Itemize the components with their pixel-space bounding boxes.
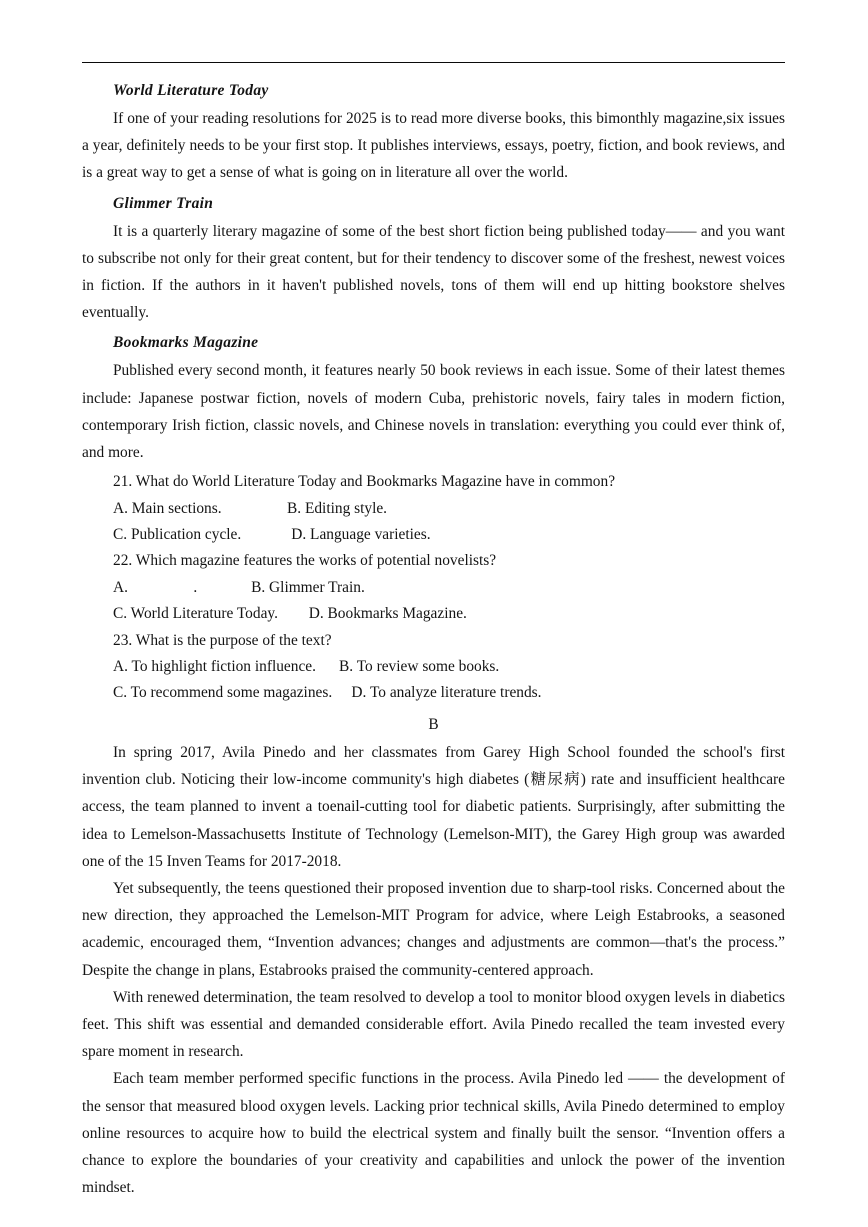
question-22-options-row-1[interactable]: A. . B. Glimmer Train. (113, 578, 365, 596)
question-23-stem: 23. What is the purpose of the text? (113, 631, 332, 649)
magazine-heading-world-literature-today: World Literature Today (113, 82, 269, 99)
question-21-options-row-2[interactable]: C. Publication cycle. D. Language varieties. (113, 526, 431, 544)
page-content (82, 62, 785, 1201)
question-22 (82, 548, 785, 627)
question-22-stem: 22. Which magazine features the works of potential novelists? (113, 552, 497, 570)
section-b-paragraph-2: Yet subsequently, the teens questioned their proposed invention due to sharp-tool risks. Concerned about the new direction, they approached the Lemelson-MIT Program for advice, where Leigh Estabrooks, a seasoned academic, encouraged them, “Invention advances; changes and adjustments are common—that's the process.” Despite the change in plans, Estabrooks praised the community-centered approach. (82, 879, 785, 979)
question-21 (82, 469, 785, 548)
section-b-paragraph-4: Each team member performed specific functions in the process. Avila Pinedo led —— the development of the sensor that measured blood oxygen levels. Lacking prior technical skills, Avila Pinedo determined to employ online resources to acquire how to build the electrical system and finally built the sensor. “Invention offers a chance to explore the boundaries of your creativity and capabilities and unlock the power of the invention mindset. (82, 1070, 785, 1197)
passage-paragraph-world-literature-today: If one of your reading resolutions for 2025 is to read more diverse books, this bimonthly magazine,six issues a year, definitely needs to be your first stop. It publishes interviews, essays, poetry, fiction, and book reviews, and is a great way to get a sense of what is going on in literature all over the world. (82, 110, 785, 182)
magazine-heading-bookmarks-magazine: Bookmarks Magazine (113, 334, 259, 352)
question-22-options-row-2[interactable]: C. World Literature Today. D. Bookmarks Magazine. (113, 605, 467, 623)
section-b-paragraph-1: In spring 2017, Avila Pinedo and her classmates from Garey High School founded the school's first invention club. Noticing their low-income community's high diabetes (糖尿病) rate and insufficient healthcare access, the team planned to invent a toenail-cutting tool for diabetic patients. Surprisingly, after submitting the idea to Lemelson-Massachusetts Institute of Technology (Lemelson-MIT), the Garey High group was awarded one of the 15 Inven Teams for 2017-2018. (82, 743, 785, 870)
header-divider (82, 62, 785, 63)
magazine-heading-glimmer-train: Glimmer Train (113, 194, 214, 212)
question-23-options-row-2[interactable]: C. To recommend some magazines. D. To analyze literature trends. (113, 684, 542, 702)
section-marker-b: B (428, 715, 439, 733)
passage-glimmer-train (82, 190, 785, 327)
passage-bookmarks-magazine (82, 329, 785, 466)
question-21-stem: 21. What do World Literature Today and Bookmarks Magazine have in common? (113, 473, 616, 491)
passage-paragraph-glimmer-train: It is a quarterly literary magazine of some of the best short fiction being published today—— and you want to subscribe not only for their great content, but for their tendency to discover some of the freshest, newest voices in fiction. If the authors in it haven't published novels, tons of them will end up hitting bookstore shelves eventually. (82, 222, 785, 322)
passage-world-literature-today (82, 77, 785, 187)
section-b-paragraph-3: With renewed determination, the team resolved to develop a tool to monitor blood oxygen levels in diabetics feet. This shift was essential and demanded considerable effort. Avila Pinedo recalled the team invested every spare moment in research. (82, 988, 785, 1061)
question-23 (82, 628, 785, 707)
question-21-options-row-1[interactable]: A. Main sections. B. Editing style. (113, 499, 388, 517)
question-23-options-row-1[interactable]: A. To highlight fiction influence. B. To review some books. (113, 658, 500, 676)
passage-paragraph-bookmarks-magazine: Published every second month, it features nearly 50 book reviews in each issue. Some of their latest themes include: Japanese postwar fiction, novels of modern Cuba, prehistoric novels, fairy tales in modern fiction, contemporary Irish fiction, classic novels, and Chinese novels in translation: everything you could ever think of, and more. (82, 362, 785, 462)
